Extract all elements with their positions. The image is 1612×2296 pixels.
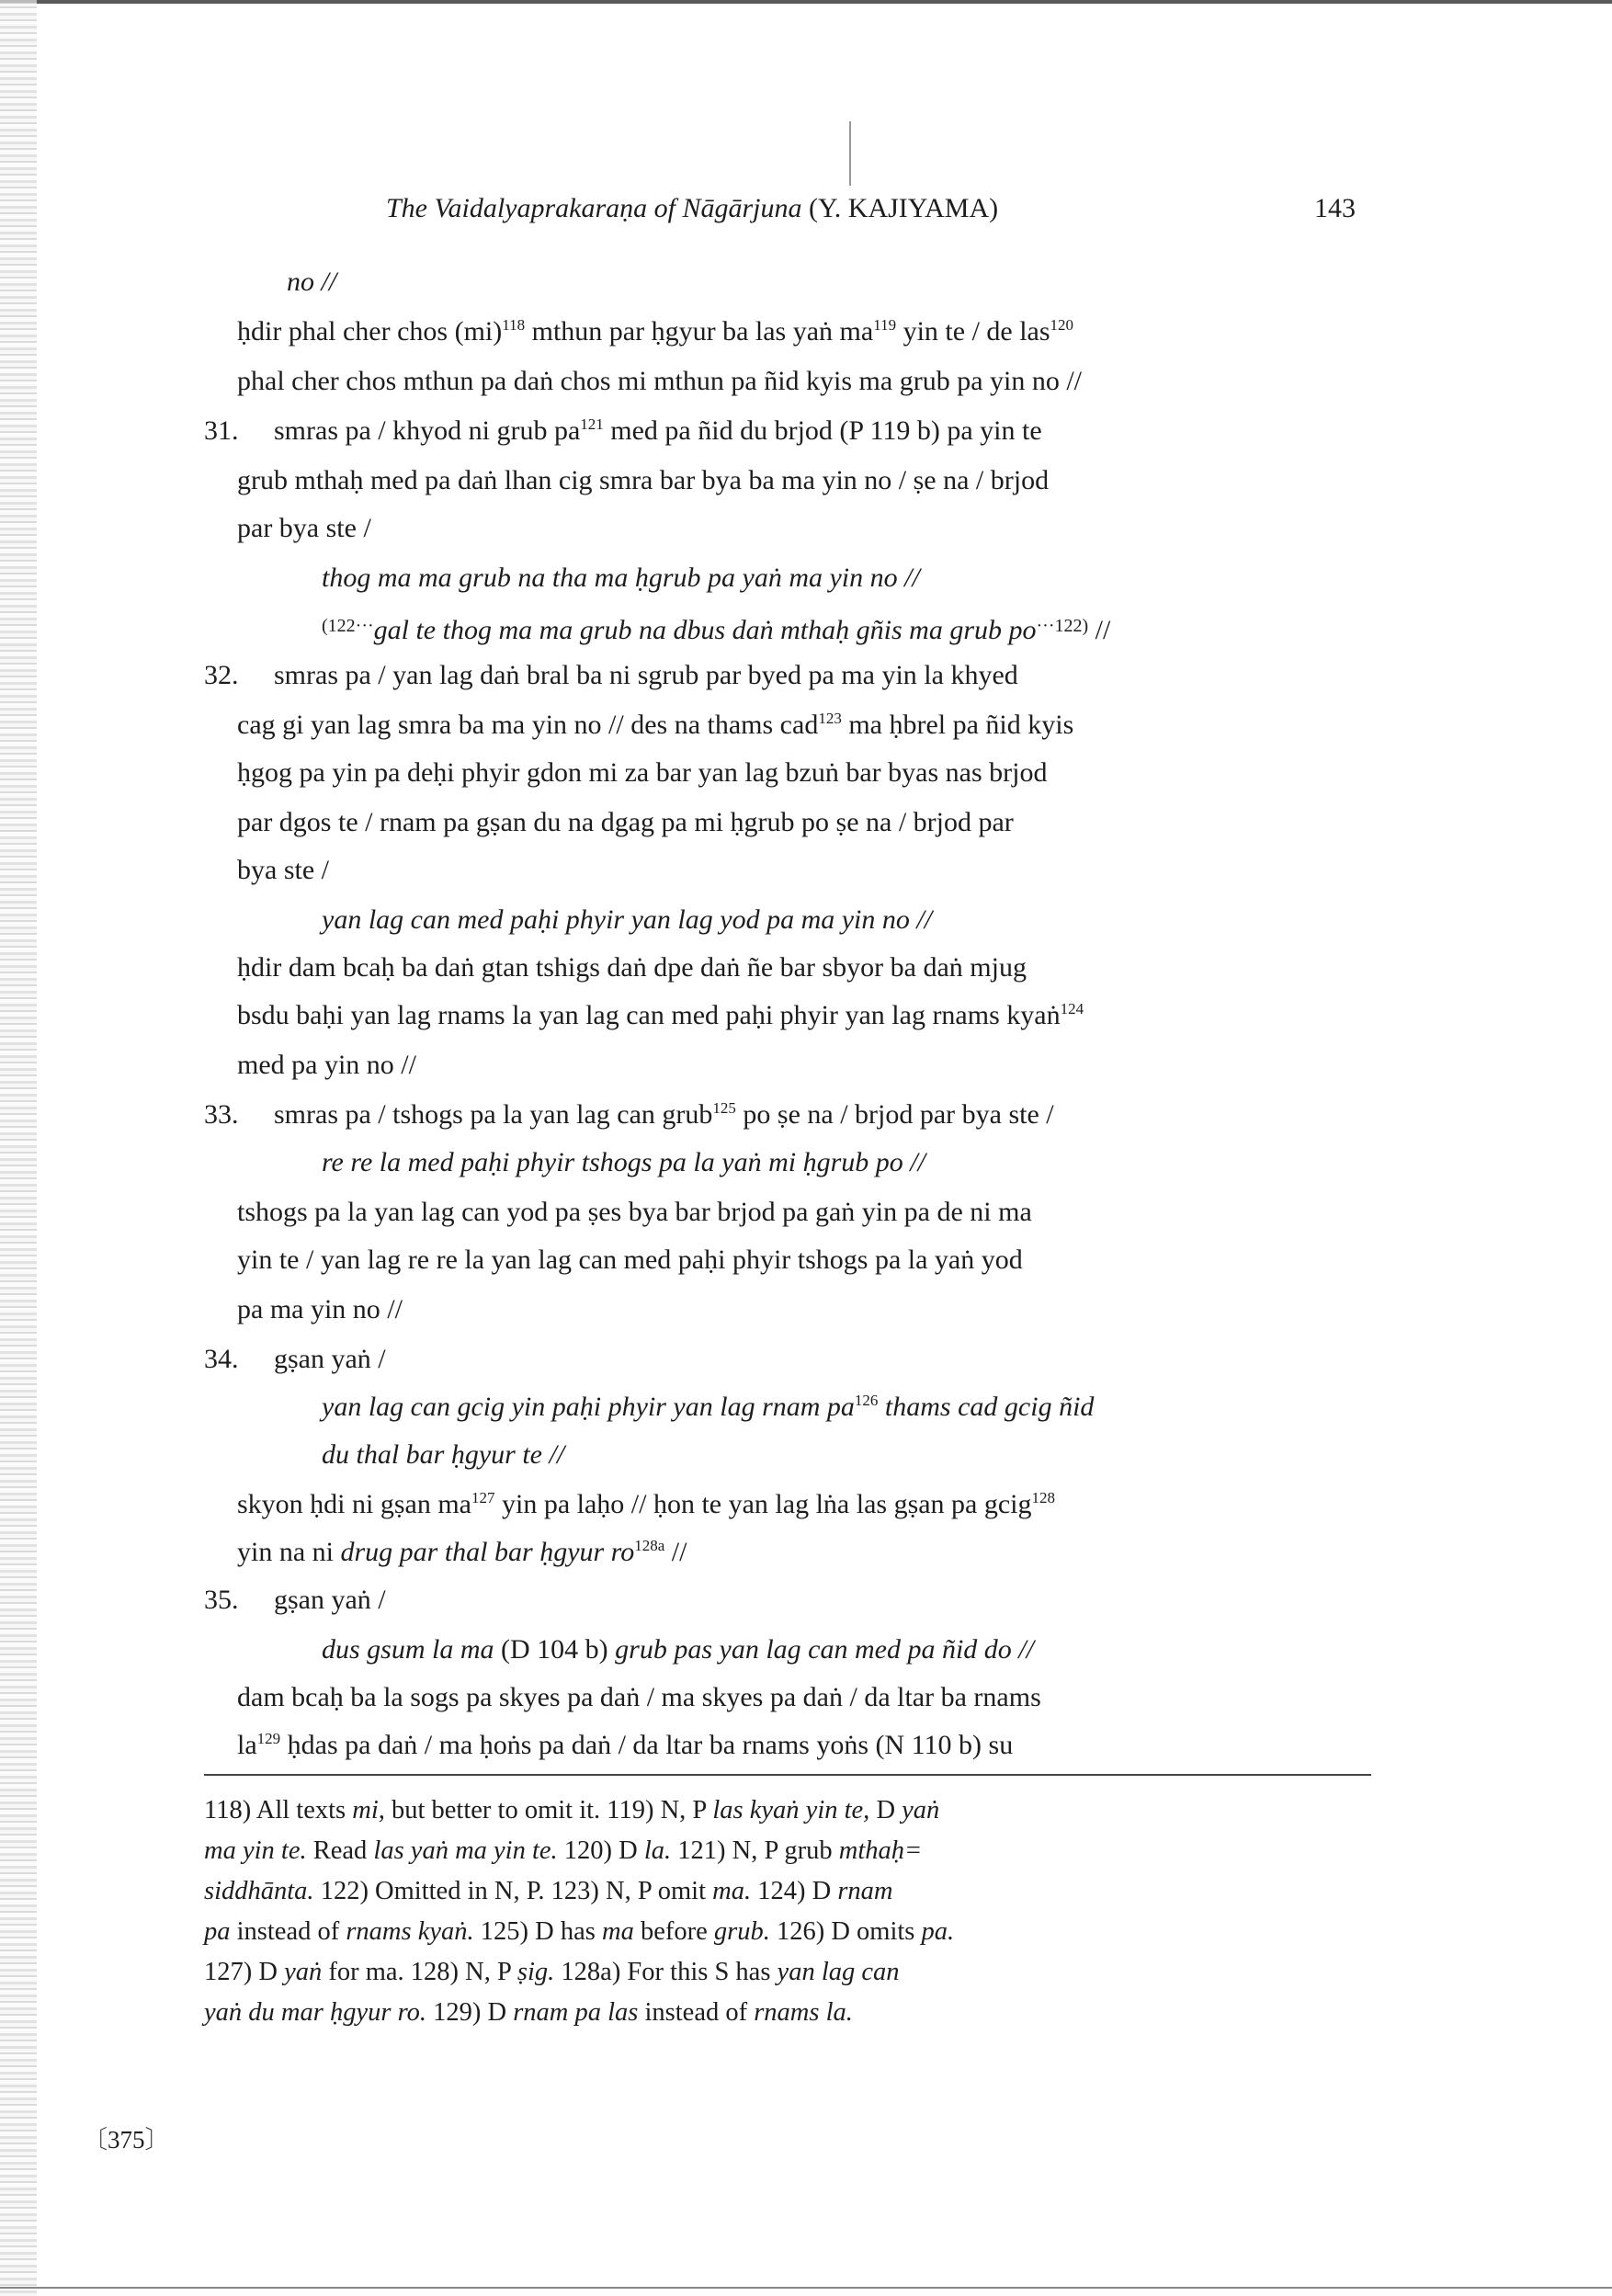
header-author: (Y. KAJIYAMA)	[809, 193, 999, 223]
verse-line: thog ma ma grub na tha ma ḥgrub pa yaṅ ma yin no //	[322, 563, 920, 593]
section-number: 31.	[204, 415, 239, 446]
footnote-ref[interactable]: 124	[1060, 1000, 1084, 1017]
text-line: par dgos te / rnam pa gṣan du na dgag pa mi ḥgrub po ṣe na / brjod par	[237, 807, 1014, 837]
footnote-line: 118) All texts mi, but better to omit it. 119) N, P las kyaṅ yin te, D yaṅ	[204, 1796, 940, 1824]
footnote-line: 127) D yaṅ for ma. 128) N, P ṣig. 128a) For this S has yan lag can	[204, 1958, 900, 1986]
scan-mark	[849, 121, 851, 186]
footnote-ref[interactable]: 129	[256, 1730, 281, 1747]
text-line: bsdu baḥi yan lag rnams la yan lag can med paḥi phyir yan lag rnams kyaṅ$^{124}$	[237, 1000, 1084, 1030]
text-line: pa ma yin no //	[237, 1294, 403, 1324]
footnote-ref[interactable]: 123	[818, 710, 842, 727]
text-line: tshogs pa la yan lag can yod pa ṣes bya bar brjod pa gaṅ yin pa de ni ma	[237, 1197, 1032, 1227]
verse-line: $^{(122\cdot\cdot\cdot}$gal te thog ma ma grub na dbus daṅ mthaḥ gñis ma grub $po^{\cdot\cdot\cdot 122)}$ //	[322, 615, 1111, 645]
text-line: $la^{129}$ ḥdas pa daṅ / ma ḥoṅs pa daṅ / da ltar ba rnams yoṅs (N 110 b) su	[237, 1730, 1014, 1760]
text-line: yin te / yan lag re re la yan lag can med paḥi phyir tshogs pa la yaṅ yod	[237, 1245, 1023, 1275]
footnote-line: yaṅ du mar ḥgyur ro. 129) D rnam pa las instead of rnams la.	[204, 1998, 853, 2027]
text-line: bya ste /	[237, 855, 329, 885]
text-line: yin na ni drug par thal bar ḥgyur $ro^{128a}$ //	[237, 1537, 687, 1567]
section-number: 32.	[204, 660, 239, 690]
footnote-rule	[204, 1774, 1371, 1776]
footnote-ref[interactable]: 128a	[634, 1537, 665, 1554]
footnote-line: ma yin te. Read las yaṅ ma yin te. 120) D la. 121) N, P grub mthaḥ=	[204, 1836, 923, 1865]
text-line: gṣan yaṅ /	[274, 1344, 386, 1374]
footnote-ref[interactable]: 121	[580, 415, 604, 433]
footnote-line: siddhānta. 122) Omitted in N, P. 123) N, P omit ma. 124) D rnam	[204, 1877, 893, 1905]
footnote-ref[interactable]: 126	[854, 1392, 879, 1409]
scan-binding-edge	[0, 0, 37, 2296]
footnote-line: pa instead of rnams kyaṅ. 125) D has ma before grub. 126) D omits pa.	[204, 1917, 955, 1946]
running-header	[386, 193, 1213, 224]
scan-bottom-edge	[0, 2287, 1612, 2289]
footnote-ref[interactable]: 127	[471, 1489, 495, 1506]
section-number: 34.	[204, 1344, 239, 1374]
text-line: med pa yin no //	[237, 1050, 416, 1080]
footnote-ref[interactable]: 118	[502, 316, 526, 334]
section-number: 33.	[204, 1099, 239, 1130]
footnote-ref[interactable]: 119	[873, 316, 897, 334]
verse-line: yan lag can gcig yin paḥi phyir yan lag rnam $pa^{126}$ thams cad gcig ñid	[322, 1392, 1095, 1422]
text-line: smras pa / tshogs pa la yan lag can grub$^{125}$ po ṣe na / brjod par bya ste /	[274, 1099, 1054, 1130]
print-mark: 〔375〕	[83, 2126, 170, 2154]
text-line: grub mthaḥ med pa daṅ lhan cig smra bar bya ba ma yin no / ṣe na / brjod	[237, 465, 1050, 495]
scan-top-edge	[0, 0, 1612, 4]
footnote-ref[interactable]: 125	[712, 1099, 736, 1117]
text-line: smras pa / khyod ni grub $pa^{121}$ med pa ñid du brjod (P 119 b) pa yin te	[274, 415, 1042, 446]
text-line: ḥdir dam bcaḥ ba daṅ gtan tshigs daṅ dpe daṅ ñe bar sbyor ba daṅ mjug	[237, 952, 1027, 983]
text-line: phal cher chos mthun pa daṅ chos mi mthun pa ñid kyis ma grub pa yin no //	[237, 366, 1083, 396]
text-line: ḥgog pa yin pa deḥi phyir gdon mi za bar yan lag bzuṅ bar byas nas brjod	[237, 757, 1048, 788]
text-line: cag gi yan lag smra ba ma yin no // des na thams cad$^{123}$ ma ḥbrel pa ñid kyis	[237, 710, 1074, 740]
text-line: gṣan yaṅ /	[274, 1585, 386, 1615]
section-number: 35.	[204, 1585, 239, 1615]
text-line: skyon ḥdi ni gṣan $ma^{127}$ yin pa laḥo // ḥon te yan lag lṅa las gṣan pa gcig$^{128}$	[237, 1489, 1056, 1519]
verse-line: re re la med paḥi phyir tshogs pa la yaṅ mi ḥgrub po //	[322, 1147, 925, 1177]
verse-line: du thal bar ḥgyur te //	[322, 1439, 565, 1470]
text-line: no //	[287, 267, 337, 297]
footnote-ref[interactable]: 128	[1031, 1489, 1056, 1506]
text-line: dam bcaḥ ba la sogs pa skyes pa daṅ / ma skyes pa daṅ / da ltar ba rnams	[237, 1682, 1041, 1712]
page-number: 143	[1314, 193, 1356, 223]
text-line: smras pa / yan lag daṅ bral ba ni sgrub par byed pa ma yin la khyed	[274, 660, 1018, 690]
footnote-ref[interactable]: 120	[1050, 316, 1074, 334]
verse-line: dus gsum la ma (D 104 b) grub pas yan lag can med pa ñid do //	[322, 1634, 1034, 1665]
header-title: The Vaidalyaprakaraṇa of Nāgārjuna	[386, 193, 802, 223]
verse-line: yan lag can med paḥi phyir yan lag yod pa ma yin no //	[322, 904, 933, 935]
text-line: par bya ste /	[237, 513, 371, 543]
text-line: ḥdir phal cher chos (mi)$^{118}$ mthun par ḥgyur ba las yaṅ $ma^{119}$ yin te / de las$^{120}$	[237, 316, 1074, 347]
